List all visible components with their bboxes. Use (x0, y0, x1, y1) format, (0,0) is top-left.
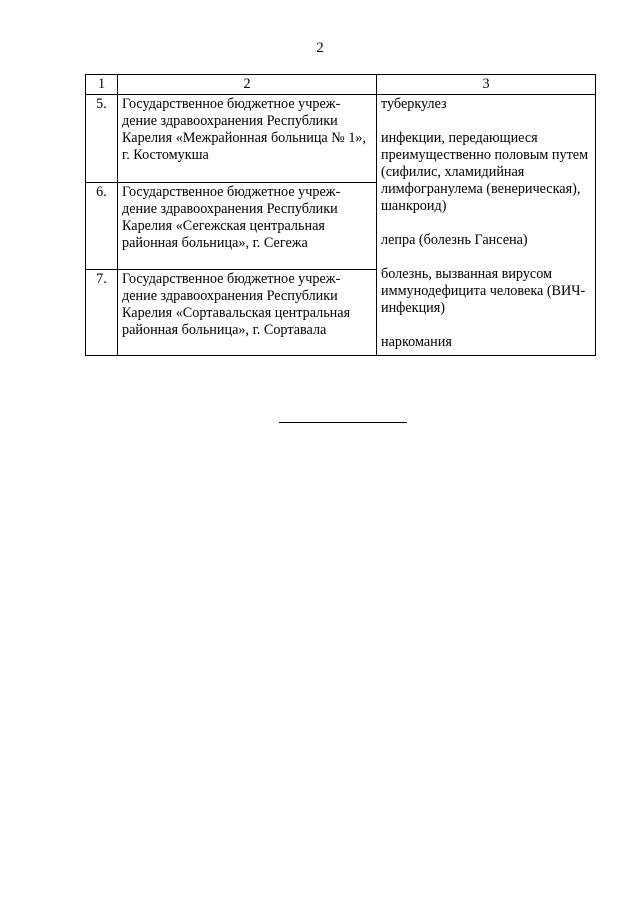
row-number: 7. (86, 270, 118, 356)
institution-name: Государственное бюджетное учреж-дение здравоохранения Республики Карелия «Сегежская центральная районная больница», г. Сегежа (118, 183, 377, 270)
column-header-1: 1 (86, 75, 118, 95)
table-row (86, 95, 596, 183)
column-header-2: 2 (118, 75, 377, 95)
institution-name: Государственное бюджетное учреж-дение здравоохранения Республики Карелия «Межрайонная больница № 1», г. Костомукша (118, 95, 377, 183)
table-header-row (86, 75, 596, 95)
end-separator-line (279, 422, 407, 423)
row-number: 5. (86, 95, 118, 183)
disease-item: наркомания (381, 334, 452, 350)
institution-name: Государственное бюджетное учреж-дение здравоохранения Республики Карелия «Сортавальская центральная районная больница», г. Сортавала (118, 270, 377, 356)
disease-item: инфекции, передающиеся преимущественно половым путем (сифилис, хламидийная лимфогранулема (венерическая), шанкроид) (381, 130, 589, 214)
disease-item: болезнь, вызванная вирусом иммунодефицита человека (ВИЧ-инфекция) (381, 266, 586, 316)
disease-item: туберкулез (381, 96, 447, 112)
column-header-3: 3 (377, 75, 596, 95)
row-number: 6. (86, 183, 118, 270)
page-number: 2 (316, 40, 324, 56)
diseases-cell (377, 95, 596, 356)
disease-item: лепра (болезнь Гансена) (381, 232, 528, 248)
institutions-table (85, 74, 596, 356)
